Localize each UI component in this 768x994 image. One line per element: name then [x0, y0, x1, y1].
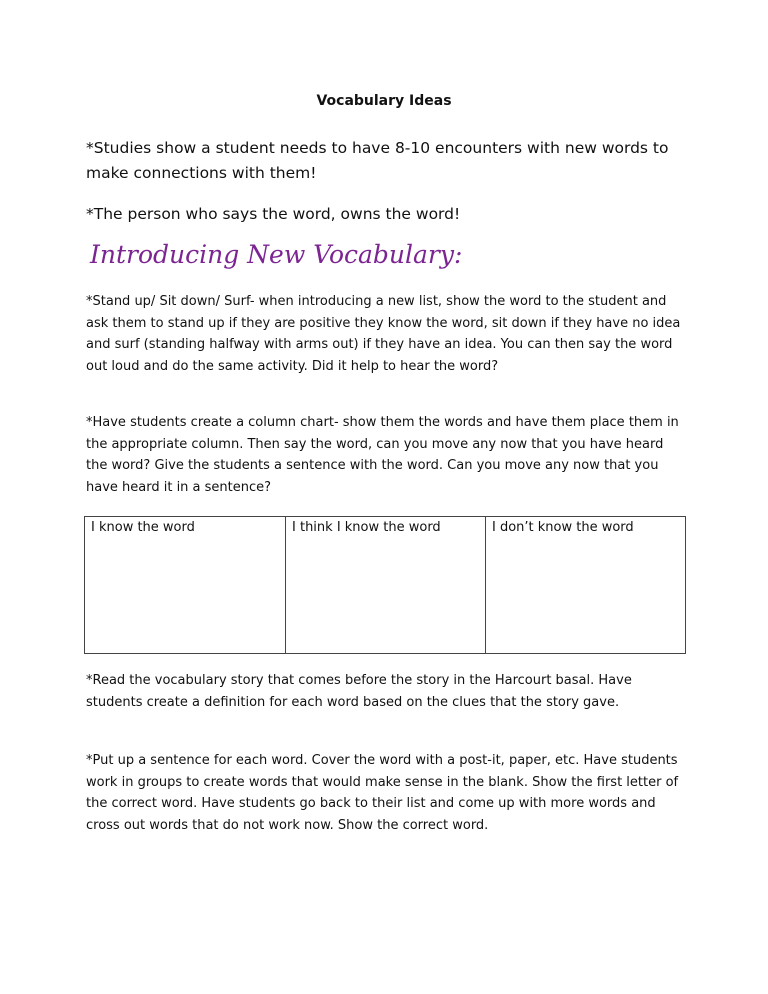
intro-statement: *The person who says the word, owns the word! — [86, 205, 461, 223]
word-knowledge-table — [84, 516, 686, 654]
table-cell: I know the word — [85, 517, 286, 654]
table-cell: I don’t know the word — [486, 517, 686, 654]
table-row — [85, 517, 686, 654]
intro-statement: *Studies show a student needs to have 8-10 encounters with new words to make connections with them! — [86, 139, 669, 182]
activity-paragraph: *Stand up/ Sit down/ Surf- when introducing a new list, show the word to the student and ask them to stand up if they are positive they know the word, sit down if they have no idea and surf (standing halfway with arms out) if they have an idea. You can then say the word out loud and do the same activity. Did it help to hear the word? — [86, 294, 681, 374]
activity-paragraph: *Read the vocabulary story that comes before the story in the Harcourt basal. Have students create a definition for each word based on the clues that the story gave. — [86, 673, 632, 710]
section-heading: Introducing New Vocabulary: — [90, 240, 463, 269]
table-cell: I think I know the word — [286, 517, 486, 654]
activity-paragraph: *Put up a sentence for each word. Cover the word with a post-it, paper, etc. Have students work in groups to create words that would make sense in the blank. Show the first letter of the correct word. Have students go back to their list and come up with more words and cross out words that do not work now. Show the correct word. — [86, 753, 679, 833]
document-title: Vocabulary Ideas — [316, 93, 452, 109]
activity-paragraph: *Have students create a column chart- show them the words and have them place them in the appropriate column. Then say the word, can you move any now that you have heard the word? Give the students a sentence with the word. Can you move any now that you have heard it in a sentence? — [86, 415, 679, 495]
